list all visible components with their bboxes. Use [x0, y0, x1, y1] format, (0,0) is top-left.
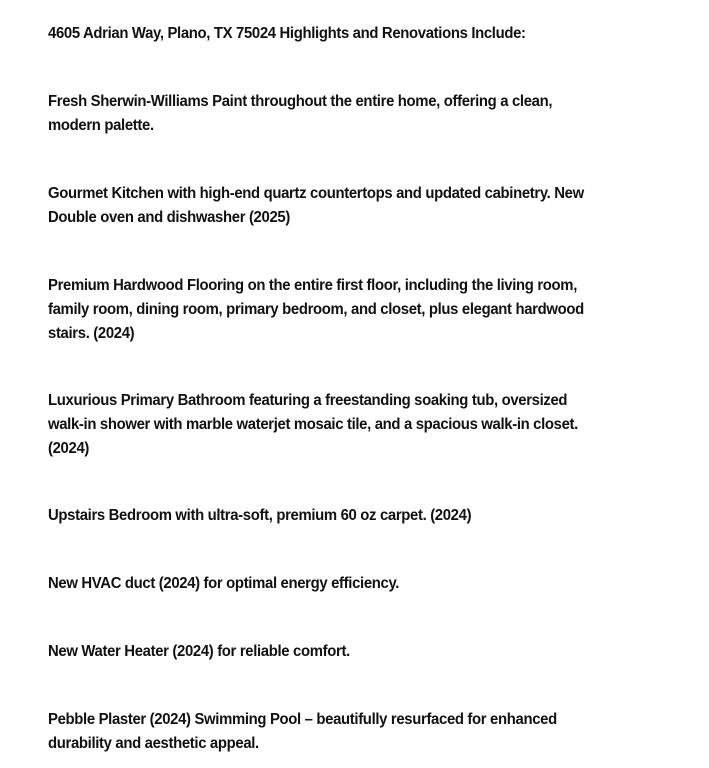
- item-line: walk-in shower with marble waterjet mosaic tile, and a spacious walk-in closet.: [48, 416, 578, 433]
- item-line: stairs. (2024): [48, 325, 135, 342]
- document-title: 4605 Adrian Way, Plano, TX 75024 Highlights and Renovations Include:: [48, 25, 526, 42]
- item-line: New HVAC duct (2024) for optimal energy efficiency.: [48, 575, 400, 592]
- item-line: (2024): [48, 440, 90, 457]
- item-line: family room, dining room, primary bedroom, and closet, plus elegant hardwood: [48, 301, 584, 318]
- item-line: durability and aesthetic appeal.: [48, 735, 259, 752]
- item-line: Pebble Plaster (2024) Swimming Pool – beautifully resurfaced for enhanced: [48, 711, 557, 728]
- item-line: Fresh Sherwin-Williams Paint throughout the entire home, offering a clean,: [48, 93, 553, 110]
- item-line: Luxurious Primary Bathroom featuring a freestanding soaking tub, oversized: [48, 392, 568, 409]
- item-line: modern palette.: [48, 117, 154, 134]
- item-line: Gourmet Kitchen with high-end quartz countertops and updated cabinetry. New: [48, 185, 584, 202]
- item-line: Upstairs Bedroom with ultra-soft, premium 60 oz carpet. (2024): [48, 507, 472, 524]
- item-line: Premium Hardwood Flooring on the entire first floor, including the living room,: [48, 277, 578, 294]
- item-line: Double oven and dishwasher (2025): [48, 209, 290, 226]
- item-line: New Water Heater (2024) for reliable comfort.: [48, 643, 350, 660]
